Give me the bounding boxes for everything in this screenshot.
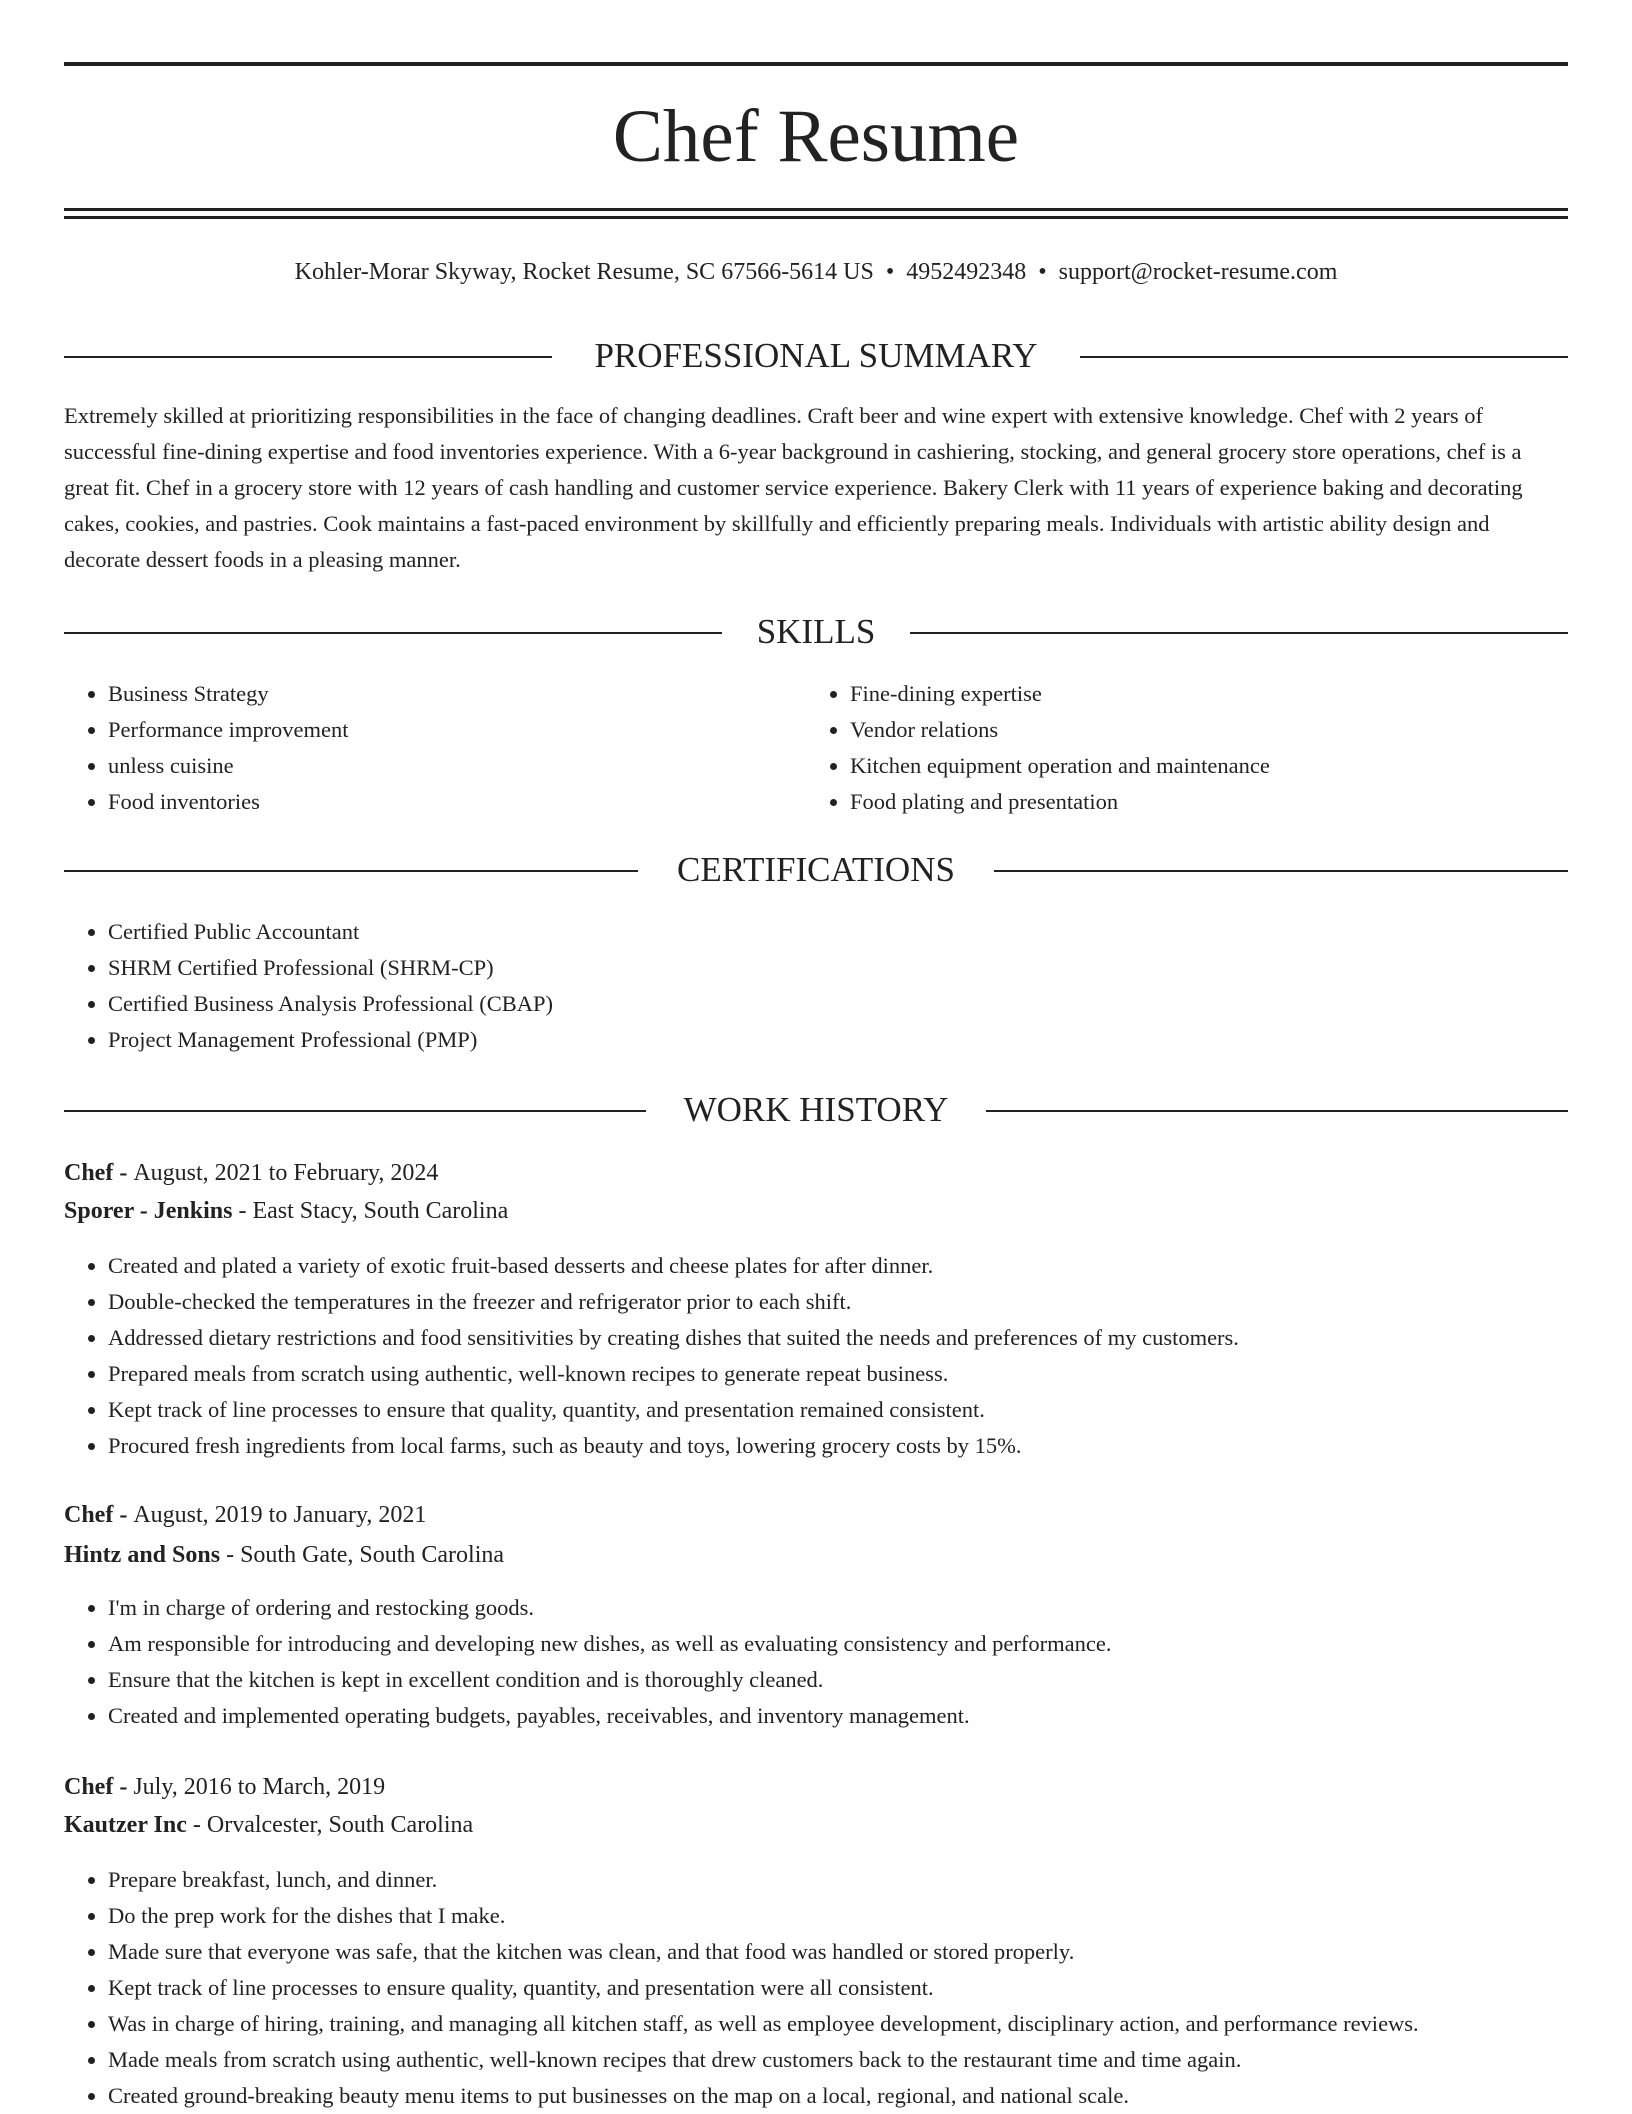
list-item: • Kept track of line processes to ensure that quality, quantity, and presentation remained consistent. xyxy=(108,1392,1588,1428)
work-heading xyxy=(64,1088,1568,1132)
job-dates: July, 2016 to March, 2019 xyxy=(133,1774,386,1800)
list-item: • Made sure that everyone was safe, that the kitchen was clean, and that food was handled or stored properly. xyxy=(108,1934,1608,1970)
list-item: • unless cuisine xyxy=(108,748,808,784)
job-company: Hintz and Sons xyxy=(64,1542,221,1568)
job-duties-list xyxy=(64,1590,1588,1734)
job-company: Kautzer Inc xyxy=(64,1812,187,1838)
list-item: • Was in charge of hiring, training, and managing all kitchen staff, as well as employee development, disciplinary action, and performance reviews. xyxy=(108,2006,1608,2042)
job-role: Chef xyxy=(64,1160,114,1186)
list-item: • Fine-dining expertise xyxy=(850,676,1550,712)
list-item: • Am responsible for introducing and developing new dishes, as well as evaluating consistency and performance. xyxy=(108,1626,1588,1662)
summary-heading xyxy=(64,334,1568,378)
summary-heading-text: PROFESSIONAL SUMMARY xyxy=(594,336,1038,375)
list-item: • Kept track of line processes to ensure quality, quantity, and presentation were all consistent. xyxy=(108,1970,1608,2006)
list-item: • I'm in charge of ordering and restocking goods. xyxy=(108,1590,1588,1626)
job-dates: August, 2021 to February, 2024 xyxy=(133,1160,439,1186)
contact-separator: • xyxy=(885,259,895,285)
job-company-line: Hintz and Sons - South Gate, South Carolina xyxy=(64,1542,505,1568)
contact-email: support@rocket-resume.com xyxy=(1058,259,1338,285)
list-item: • Prepared meals from scratch using authentic, well-known recipes to generate repeat business. xyxy=(108,1356,1588,1392)
list-item: • Project Management Professional (PMP) xyxy=(108,1022,1508,1058)
list-item: • Kitchen equipment operation and maintenance xyxy=(850,748,1550,784)
skills-heading-text: SKILLS xyxy=(756,612,876,651)
job-duties-list xyxy=(64,1862,1608,2114)
page-title: Chef Resume xyxy=(612,95,1020,178)
job-duties-list xyxy=(64,1248,1588,1464)
list-item: • Certified Public Accountant xyxy=(108,914,1508,950)
contact-separator: • xyxy=(1038,259,1047,285)
list-item: • Procured fresh ingredients from local farms, such as beauty and toys, lowering grocery costs by 15%. xyxy=(108,1428,1588,1464)
list-item: • Addressed dietary restrictions and food sensitivities by creating dishes that suited the needs and preferences of my customers. xyxy=(108,1320,1588,1356)
job-company-line: Sporer - Jenkins - East Stacy, South Carolina xyxy=(64,1198,509,1224)
list-item: • Prepare breakfast, lunch, and dinner. xyxy=(108,1862,1608,1898)
job-location: South Gate, South Carolina xyxy=(240,1542,505,1568)
skills-heading xyxy=(64,610,1568,654)
contact-phone: 4952492348 xyxy=(906,259,1027,285)
certifications-list xyxy=(64,914,1508,1058)
job-location: Orvalcester, South Carolina xyxy=(206,1812,474,1838)
contact-line xyxy=(64,254,1568,290)
job-role: Chef xyxy=(64,1774,114,1800)
list-item: • Food inventories xyxy=(108,784,808,820)
list-item: • Created and implemented operating budgets, payables, receivables, and inventory management. xyxy=(108,1698,1588,1734)
list-item: • Created and plated a variety of exotic fruit-based desserts and cheese plates for after dinner. xyxy=(108,1248,1588,1284)
list-item: • Vendor relations xyxy=(850,712,1550,748)
top-rule xyxy=(64,62,1568,66)
certifications-heading xyxy=(64,848,1568,892)
title-rule-lower xyxy=(64,216,1568,219)
skills-list-right xyxy=(806,676,1550,820)
title-rule-upper xyxy=(64,208,1568,211)
list-item: • Performance improvement xyxy=(108,712,808,748)
list-item: • Made meals from scratch using authentic, well-known recipes that drew customers back to the restaurant time and time again. xyxy=(108,2042,1608,2078)
list-item: • SHRM Certified Professional (SHRM-CP) xyxy=(108,950,1508,986)
list-item: • Certified Business Analysis Professional (CBAP) xyxy=(108,986,1508,1022)
work-heading-text: WORK HISTORY xyxy=(683,1090,949,1129)
job-role-line: Chef - July, 2016 to March, 2019 xyxy=(64,1774,386,1800)
list-item: • Double-checked the temperatures in the freezer and refrigerator prior to each shift. xyxy=(108,1284,1588,1320)
certifications-heading-text: CERTIFICATIONS xyxy=(677,850,955,889)
list-item: • Created ground-breaking beauty menu items to put businesses on the map on a local, regional, and national scale. xyxy=(108,2078,1608,2114)
contact-address: Kohler-Morar Skyway, Rocket Resume, SC 67566-5614 US xyxy=(294,259,874,285)
summary-text: Extremely skilled at prioritizing responsibilities in the face of changing deadlines. Craft beer and wine expert with extensive knowledge. Chef with 2 years of successful fine-dining expertise and food inventories experience. With a 6-year background in cashiering, stocking, and general grocery store operations, chef is a great fit. Chef in a grocery store with 12 years of cash handling and customer service experience. Bakery Clerk with 11 years of experience baking and decorating cakes, cookies, and pastries. Cook maintains a fast-paced environment by skillfully and efficiently preparing meals. Individuals with artistic ability design and decorate dessert foods in a pleasing manner. xyxy=(64,403,1523,572)
job-company: Sporer - Jenkins xyxy=(64,1198,233,1224)
list-item: • Business Strategy xyxy=(108,676,808,712)
job-role: Chef xyxy=(64,1502,114,1528)
list-item: • Ensure that the kitchen is kept in excellent condition and is thoroughly cleaned. xyxy=(108,1662,1588,1698)
job-location: East Stacy, South Carolina xyxy=(252,1198,509,1224)
skills-list-left xyxy=(64,676,808,820)
list-item: • Food plating and presentation xyxy=(850,784,1550,820)
list-item: • Do the prep work for the dishes that I make. xyxy=(108,1898,1608,1934)
job-company-line: Kautzer Inc - Orvalcester, South Carolina xyxy=(64,1812,474,1838)
job-role-line: Chef - August, 2019 to January, 2021 xyxy=(64,1502,427,1528)
job-role-line: Chef - August, 2021 to February, 2024 xyxy=(64,1160,439,1186)
job-dates: August, 2019 to January, 2021 xyxy=(133,1502,427,1528)
